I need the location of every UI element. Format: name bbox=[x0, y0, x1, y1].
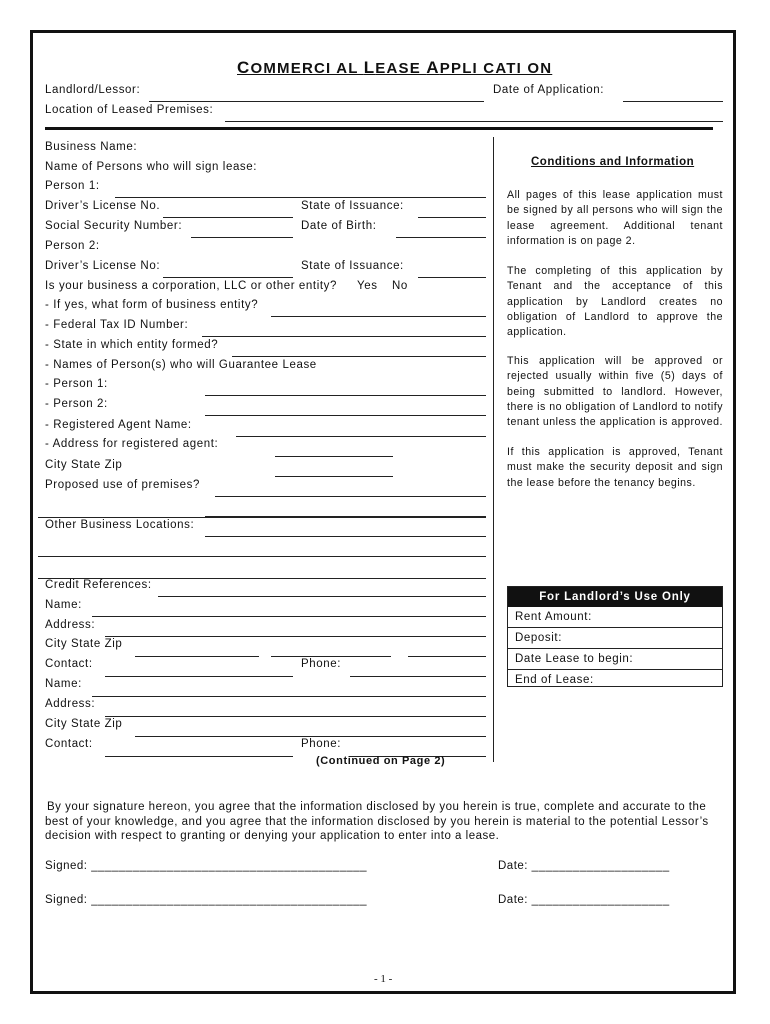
continued-note: (Continued on Page 2) bbox=[316, 755, 446, 767]
state-issuance2-input[interactable] bbox=[418, 261, 486, 278]
persons-sign-label: Name of Persons who will sign lease: bbox=[45, 161, 258, 173]
ref1-csz-label: City State Zip bbox=[45, 638, 123, 650]
ref1-state-input[interactable] bbox=[271, 640, 391, 657]
city-state-zip-label: City State Zip bbox=[45, 459, 123, 471]
location-input[interactable] bbox=[225, 105, 723, 122]
landlord-label: Landlord/Lessor: bbox=[45, 84, 141, 96]
ref2-csz-input[interactable] bbox=[135, 720, 486, 737]
person1-label: Person 1: bbox=[45, 180, 100, 192]
conditions-paragraph-4: If this application is approved, Tenant must make the security deposit and sign the lease before the tenancy begins. bbox=[507, 446, 723, 489]
title-part: C bbox=[237, 58, 251, 77]
page-number: - 1 - bbox=[374, 973, 393, 985]
agent-name-input[interactable] bbox=[236, 420, 486, 437]
page-title bbox=[237, 58, 552, 78]
state-issuance1-input[interactable] bbox=[418, 201, 486, 218]
signature-statement-line-3: decision with respect to granting or denying your application to enter into a lease. bbox=[45, 830, 500, 842]
signature-statement-line-1: By your signature hereon, you agree that the information disclosed by you herein is true, complete and accurate to the bbox=[47, 801, 707, 813]
city-state-zip-input[interactable] bbox=[275, 460, 393, 477]
person2-label: Person 2: bbox=[45, 240, 100, 252]
location-label: Location of Leased Premises: bbox=[45, 104, 214, 116]
conditions-paragraph-2: The completing of this application by Tenant and the acceptance of this application by Landlord creates no obligation of Landlord to approve the application. bbox=[507, 265, 723, 339]
agent-address-input[interactable] bbox=[275, 440, 393, 457]
ssn-input[interactable] bbox=[191, 221, 293, 238]
proposed-use-label: Proposed use of premises? bbox=[45, 479, 200, 491]
credit-refs-label: Credit References: bbox=[45, 579, 152, 591]
date-line-1[interactable]: Date: ____________________ bbox=[498, 860, 670, 872]
agent-name-label: - Registered Agent Name: bbox=[45, 419, 192, 431]
landlord-use-box bbox=[507, 586, 723, 687]
conditions-paragraph-3: This application will be approved or rejected usually within five (5) days of being submitted to landlord. However, there is no obligation of Landlord to notify tenant unless the application is approved. bbox=[507, 355, 723, 429]
drivers-license1-input[interactable] bbox=[163, 201, 293, 218]
business-name-label: Business Name: bbox=[45, 141, 138, 153]
drivers-license2-label: Driver’s License No: bbox=[45, 260, 161, 272]
dob-input[interactable] bbox=[396, 221, 486, 238]
landlord-use-heading: For Landlord’s Use Only bbox=[508, 587, 722, 607]
conditions-heading: Conditions and Information bbox=[531, 156, 695, 168]
proposed-use-input-2[interactable] bbox=[205, 500, 486, 517]
ref1-address-label: Address: bbox=[45, 619, 96, 631]
state-formed-input[interactable] bbox=[232, 340, 486, 357]
ref1-name-label: Name: bbox=[45, 599, 82, 611]
ref2-contact-input[interactable] bbox=[105, 740, 293, 757]
section-divider bbox=[38, 517, 486, 518]
guarantors-label: - Names of Person(s) who will Guarantee Lease bbox=[45, 359, 317, 371]
tax-id-input[interactable] bbox=[202, 320, 486, 337]
ref1-contact-label: Contact: bbox=[45, 658, 93, 670]
ref2-contact-label: Contact: bbox=[45, 738, 93, 750]
proposed-use-input[interactable] bbox=[215, 480, 486, 497]
deposit-label: Deposit: bbox=[508, 627, 722, 648]
header-divider bbox=[45, 127, 713, 130]
ref2-name-label: Name: bbox=[45, 678, 82, 690]
entity-form-label: - If yes, what form of business entity? bbox=[45, 299, 259, 311]
agent-address-label: - Address for registered agent: bbox=[45, 438, 219, 450]
guarantor2-label: - Person 2: bbox=[45, 398, 108, 410]
rent-amount-label: Rent Amount: bbox=[515, 611, 592, 623]
credit-refs-input[interactable] bbox=[158, 580, 486, 597]
signed-line-1[interactable]: Signed: ________________________________________ bbox=[45, 860, 368, 872]
ref1-city-input[interactable] bbox=[135, 640, 259, 657]
state-formed-label: - State in which entity formed? bbox=[45, 339, 219, 351]
title-part: L bbox=[363, 58, 376, 77]
other-locations-input-2[interactable] bbox=[38, 540, 486, 557]
guarantor2-input[interactable] bbox=[205, 399, 486, 416]
ref2-address-input[interactable] bbox=[105, 700, 486, 717]
ref1-address-input[interactable] bbox=[105, 620, 486, 637]
column-divider bbox=[493, 137, 494, 762]
person1-input[interactable] bbox=[115, 181, 486, 198]
conditions-paragraph-1: All pages of this lease application must be signed by all persons who will sign the lease agreement. Additional tenant information is on page 2. bbox=[507, 189, 723, 247]
guarantor1-label: - Person 1: bbox=[45, 378, 108, 390]
title-part: PPLI CATI ON bbox=[439, 60, 553, 77]
ref1-name-input[interactable] bbox=[92, 600, 486, 617]
end-of-lease-label: End of Lease: bbox=[508, 669, 722, 690]
signed-line-2[interactable]: Signed: ________________________________________ bbox=[45, 894, 368, 906]
other-locations-input[interactable] bbox=[205, 520, 486, 537]
ref2-name-input[interactable] bbox=[92, 680, 486, 697]
ref1-zip-input[interactable] bbox=[408, 640, 486, 657]
guarantor1-input[interactable] bbox=[205, 379, 486, 396]
ref1-contact-input[interactable] bbox=[105, 660, 293, 677]
ssn-label: Social Security Number: bbox=[45, 220, 183, 232]
title-part: A bbox=[426, 58, 440, 77]
state-issuance2-label: State of Issuance: bbox=[301, 260, 404, 272]
corp-question-label: Is your business a corporation, LLC or other entity? bbox=[45, 280, 338, 292]
yes-option[interactable]: Yes bbox=[357, 280, 378, 292]
drivers-license1-label: Driver’s License No. bbox=[45, 200, 161, 212]
title-part: EASE bbox=[375, 60, 427, 77]
entity-form-input[interactable] bbox=[271, 300, 486, 317]
no-option[interactable]: No bbox=[392, 280, 408, 292]
other-locations-label: Other Business Locations: bbox=[45, 519, 195, 531]
drivers-license2-input[interactable] bbox=[163, 261, 293, 278]
date-line-2[interactable]: Date: ____________________ bbox=[498, 894, 670, 906]
dob-label: Date of Birth: bbox=[301, 220, 377, 232]
ref2-address-label: Address: bbox=[45, 698, 96, 710]
ref2-csz-label: City State Zip bbox=[45, 718, 123, 730]
date-of-application-label: Date of Application: bbox=[493, 84, 605, 96]
ref1-phone-label: Phone: bbox=[301, 658, 342, 670]
date-begin-label: Date Lease to begin: bbox=[508, 648, 722, 669]
date-of-application-input[interactable] bbox=[623, 85, 723, 102]
landlord-input[interactable] bbox=[149, 85, 484, 102]
ref2-phone-label: Phone: bbox=[301, 738, 342, 750]
signature-statement-line-2: best of your knowledge, and you agree that the information disclosed by you herein is material to the potential Lessor’s bbox=[45, 816, 709, 828]
state-issuance1-label: State of Issuance: bbox=[301, 200, 404, 212]
tax-id-label: - Federal Tax ID Number: bbox=[45, 319, 189, 331]
title-part: OMMERCI AL bbox=[250, 60, 364, 77]
ref1-phone-input[interactable] bbox=[350, 660, 486, 677]
